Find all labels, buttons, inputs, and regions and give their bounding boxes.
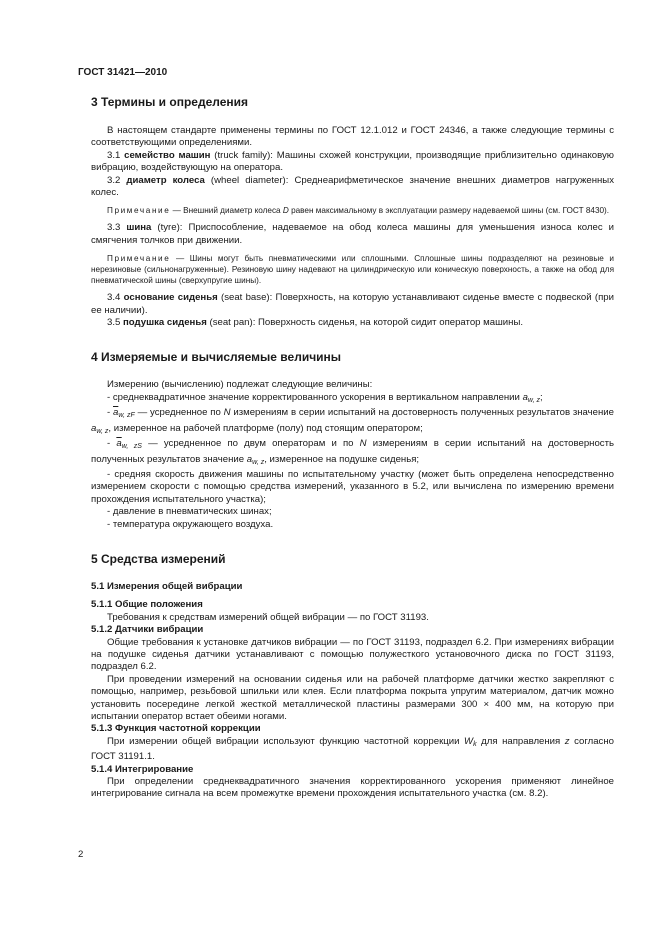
term-name: подушка сиденья [123, 317, 207, 329]
s4-item-3: - $\overline{a}_{w, zS}$ — усредненное по двум операторам и по N измерениям в серии испытаний на достоверность полученных результатов значение $a_{w, z}$, измеренное на подушке сиденья; [91, 438, 614, 466]
section-5-1-2-title: 5.1.2 Датчики вибрации [91, 624, 204, 636]
p-5-1-3: При измерении общей вибрации используют функцию частотной коррекции $W_k$ для направления z согласно ГОСТ 31191.1. [91, 735, 614, 763]
s4-item-2: - $\overline{a}_{w, zF}$ — усредненное по N измерениям в серии испытаний на достоверность полученных результатов значение $a_{w, z}$, измеренное на рабочей платформе (полу) под стоящим оператором; [91, 407, 614, 435]
p-5-1-2-b: При проведении измерений на основании сиденья или на рабочей платформе датчики жестко закрепляют с помощью, например, резьбовой шпильки или клея. Если платформа покрыта упругим материалом, датчик можно установить посередине легкой жесткой металлической пластины размерами 300 × 400 мм, на которую при испытании оператор встает обеими ногами. [91, 673, 614, 722]
s4-item-5: - давление в пневматических шинах; [107, 506, 272, 518]
p-5-1-2-a: Общие требования к установке датчиков вибрации — по ГОСТ 31193, подраздел 6.2. При измерениях вибрации на подушке сиденья датчики устанавливают с помощью полужесткого установочного диска по ГОСТ 31193, подраздел 6.2. [91, 636, 614, 673]
s4-item-6: - температура окружающего воздуха. [107, 518, 274, 530]
term-name: семейство машин [124, 149, 211, 161]
term-name: диаметр колеса [126, 174, 205, 186]
p-5-1-1: Требования к средствам измерений общей вибрации — по ГОСТ 31193. [107, 611, 429, 623]
section-5-1-4-title: 5.1.4 Интегрирование [91, 763, 194, 775]
page-number: 2 [78, 849, 84, 860]
s4-item-4: - средняя скорость движения машины по испытательному участку (может быть определена непосредственно измерением скорости с помощью средства измерений, указанного в 5.2, или вычислена по измерению времени прохождения испытательного участка); [91, 468, 614, 505]
document-header: ГОСТ 31421—2010 [78, 67, 168, 78]
p-5-1-4: При определении среднеквадратичного значения корректированного ускорения применяют линейное интегрирование сигнала на всем промежутке времени прохождения испытательного участка (см. 8.2). [91, 776, 614, 800]
term-3-2: 3.2 диаметр колеса (wheel diameter): Среднеарифметическое значение внешних диаметров нагруженных колес. [91, 174, 615, 199]
note-1: Примечание — Внешний диаметр колеса D равен максимальному в эксплуатации размеру надеваемой шины (см. ГОСТ 8430). [107, 206, 610, 216]
s3-intro: В настоящем стандарте применены термины по ГОСТ 12.1.012 и ГОСТ 24346, а также следующие термины с соответствующими определениями. [91, 125, 614, 149]
term-name: шина [126, 222, 152, 234]
s4-intro: Измерению (вычислению) подлежат следующие величины: [107, 379, 373, 391]
s4-item-1: - среднеквадратичное значение корректированного ускорения в вертикальном направлении $a_{w, z}$; [107, 391, 543, 404]
section-5-1-title: 5.1 Измерения общей вибрации [91, 580, 243, 592]
section-4-title: 4 Измеряемые и вычисляемые величины [91, 350, 342, 365]
term-name: основание сиденья [123, 292, 218, 304]
term-3-5: 3.5 подушка сиденья (seat pan): Поверхность сиденья, на которой сидит оператор машины. [107, 317, 524, 329]
term-3-4: 3.4 основание сиденья (seat base): Поверхность, на которую устанавливают сиденье вместе с подвеской (при ее наличии). [91, 292, 614, 316]
section-3-title: 3 Термины и определения [91, 95, 249, 109]
term-3-3: 3.3 шина (tyre): Приспособление, надеваемое на обод колеса машины для уменьшения износа колес и смягчения толчков при движении. [91, 222, 614, 246]
section-5-title: 5 Средства измерений [91, 551, 226, 566]
section-5-1-3-title: 5.1.3 Функция частотной коррекции [91, 723, 261, 735]
section-5-1-1-title: 5.1.1 Общие положения [91, 599, 203, 611]
note-2: Примечание — Шины могут быть пневматическими или сплошными. Сплошные шины подразделяют на резиновые и нерезиновые (сильнонагруженные). Резиновую шину надевают на цилиндрическую или коническую поверхность, а также на обод для пневматической шины (сверхупругие шины). [91, 254, 614, 286]
page-content [91, 94, 614, 801]
term-3-1: 3.1 семейство машин (truck family): Машины схожей конструкции, производящие приблизительно одинаковую вибрацию, воздействующую на оператора. [91, 149, 614, 174]
